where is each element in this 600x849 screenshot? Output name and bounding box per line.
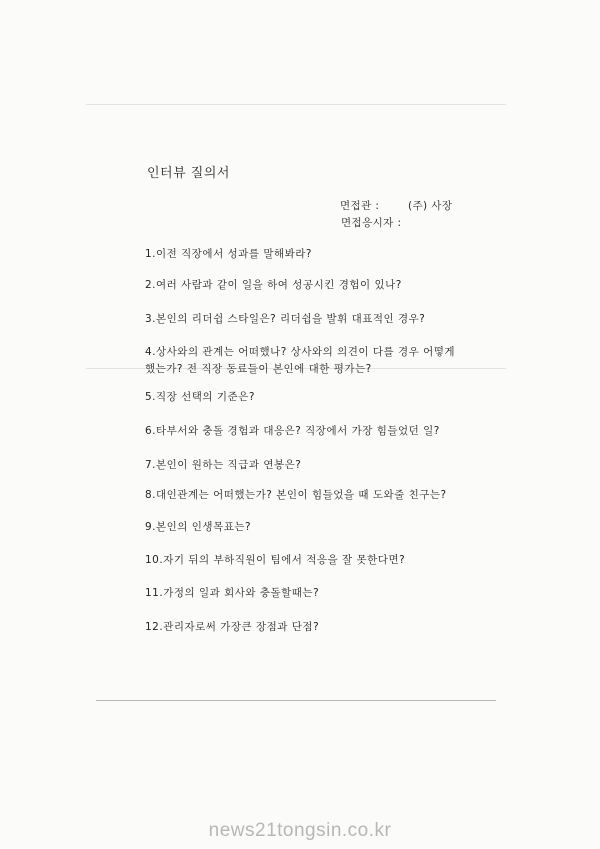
- question-item: 7.본인이 원하는 직급과 연봉은?: [145, 459, 302, 471]
- question-item: 6.타부서와 충돌 경험과 대응은? 직장에서 가장 힘들었던 일?: [145, 425, 440, 437]
- interviewer-label: 면접관 :: [340, 200, 380, 212]
- question-item: 9.본인의 인생목표는?: [145, 521, 252, 533]
- question-item: 4.상사와의 관계는 어떠했나? 상사와의 의견이 다를 경우 어떻게 했는가? 전 직장 동료들이 본인에 대한 평가는?: [145, 346, 456, 375]
- question-item: 12.관리자로써 가장큰 장점과 단점?: [145, 621, 320, 633]
- question-item: 3.본인의 리더쉽 스타일은? 리더쉽을 발휘 대표적인 경우?: [145, 313, 426, 325]
- question-item: 10.자기 뒤의 부하직원이 팀에서 적응을 잘 못한다면?: [145, 554, 406, 566]
- question-item: 5.직장 선택의 기준은?: [145, 391, 255, 403]
- document-title: 인터뷰 질의서: [147, 166, 230, 181]
- question-item: 1.이전 직장에서 성과를 말해봐라?: [145, 248, 312, 260]
- faint-scan-line: [86, 104, 506, 105]
- question-item: 11.가정의 일과 회사와 충돌할때는?: [145, 587, 320, 599]
- question-item: 8.대인관계는 어떠했는가? 본인이 힘들었을 때 도와줄 친구는?: [145, 489, 447, 501]
- watermark: news21tongsin.co.kr: [208, 820, 392, 841]
- page-edge-line: [96, 700, 496, 701]
- applicant-label: 면접응시자 :: [341, 217, 402, 229]
- interviewer-value: (주) 사장: [408, 200, 453, 212]
- question-item: 2.여러 사람과 같이 일을 하여 성공시킨 경험이 있나?: [145, 279, 402, 291]
